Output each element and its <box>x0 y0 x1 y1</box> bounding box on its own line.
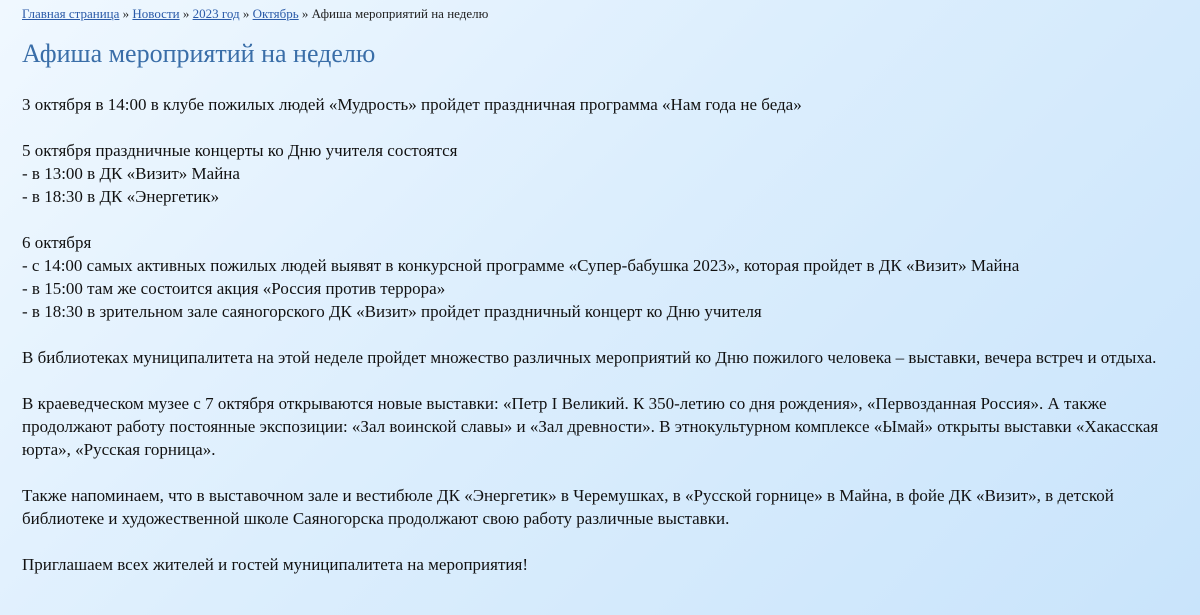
breadcrumb-link-year[interactable]: 2023 год <box>192 6 240 21</box>
event-item-line: - в 15:00 там же состоится акция «Россия против террора» <box>22 279 446 298</box>
breadcrumb-separator: » <box>301 6 309 21</box>
event-item-line: - в 13:00 в ДК «Визит» Майна <box>22 164 240 183</box>
breadcrumb-current: Афиша мероприятий на неделю <box>311 6 489 21</box>
breadcrumb-separator: » <box>122 6 130 21</box>
event-item-line: - с 14:00 самых активных пожилых людей выявят в конкурсной программе «Супер-бабушка 2023», которая пройдет в ДК «Визит» Майна <box>22 256 1020 275</box>
event-date-line: 6 октября <box>22 233 92 252</box>
event-item-line: - в 18:30 в ДК «Энергетик» <box>22 187 220 206</box>
paragraph-invitation: Приглашаем всех жителей и гостей муниципалитета на мероприятия! <box>22 555 528 574</box>
breadcrumb <box>22 6 1178 22</box>
paragraph-museum: В краеведческом музее с 7 октября открываются новые выставки: «Петр I Великий. К 350-летию со дня рождения», «Первозданная Россия». А также продолжают работу постоянные экспозиции: «Зал воинской славы» и «Зал древности». В этнокультурном комплексе «Ымай» открыты выставки «Хакасская юрта», «Русская горница». <box>22 394 1159 459</box>
paragraph-event-oct6 <box>22 231 1178 323</box>
page-title: Афиша мероприятий на неделю <box>22 39 376 68</box>
paragraph-exhibitions: Также напоминаем, что в выставочном зале и вестибюле ДК «Энергетик» в Черемушках, в «Русской горнице» в Майна, в фойе ДК «Визит», в детской библиотеке и художественной школе Саяногорска продолжают свою работу различные выставки. <box>22 486 1114 528</box>
paragraph-event-oct3: 3 октября в 14:00 в клубе пожилых людей «Мудрость» пройдет праздничная программа «Нам года не беда» <box>22 95 802 114</box>
breadcrumb-separator: » <box>242 6 250 21</box>
event-item-line: - в 18:30 в зрительном зале саяногорского ДК «Визит» пройдет праздничный концерт ко Дню учителя <box>22 302 762 321</box>
paragraph-libraries: В библиотеках муниципалитета на этой неделе пройдет множество различных мероприятий ко Дню пожилого человека – выставки, вечера встреч и отдыха. <box>22 348 1157 367</box>
breadcrumb-link-news[interactable]: Новости <box>132 6 180 21</box>
breadcrumb-link-month[interactable]: Октябрь <box>252 6 299 21</box>
breadcrumb-separator: » <box>182 6 190 21</box>
event-date-line: 5 октября праздничные концерты ко Дню учителя состоятся <box>22 141 458 160</box>
breadcrumb-link-home[interactable]: Главная страница <box>22 6 120 21</box>
article-body <box>22 93 1178 576</box>
paragraph-event-oct5 <box>22 139 1178 208</box>
